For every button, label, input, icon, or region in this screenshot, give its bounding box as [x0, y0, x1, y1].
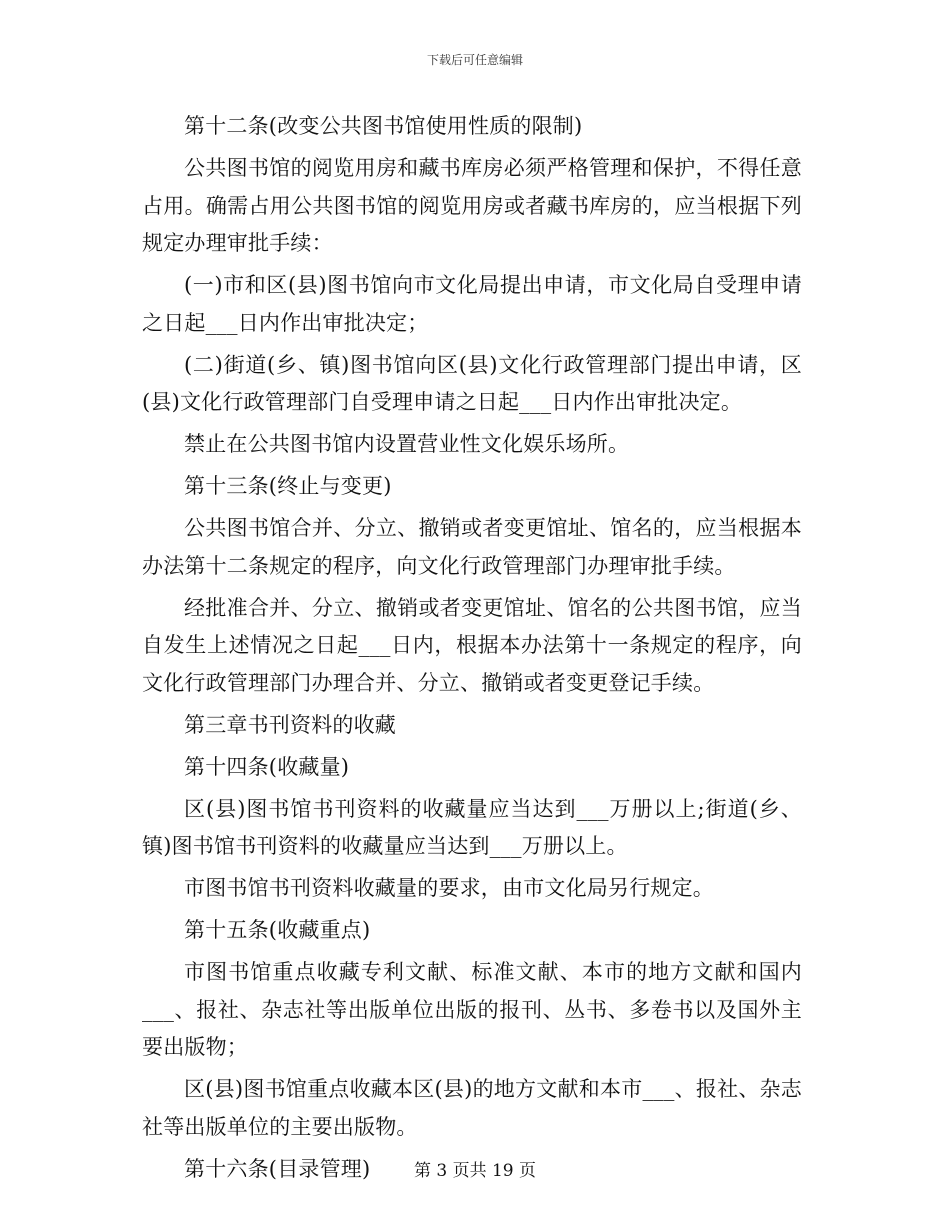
- list-item: (二)街道(乡、镇)图书馆向区(县)文化行政管理部门提出申请，区(县)文化行政管理部门自受理申请之日起___日内作出审批决定。: [142, 352, 802, 414]
- list-item: (一)市和区(县)图书馆向市文化局提出申请，市文化局自受理申请之日起___日内作出审批决定；: [142, 273, 802, 335]
- paragraph: 区(县)图书馆重点收藏本区(县)的地方文献和本市___、报社、杂志社等出版单位的主要出版物。: [142, 1077, 802, 1139]
- paragraph: 公共图书馆的阅览用房和藏书库房必须严格管理和保护，不得任意占用。确需占用公共图书馆的阅览用房或者藏书库房的，应当根据下列规定办理审批手续：: [142, 156, 802, 255]
- page-header-note: 下载后可任意编辑: [426, 53, 523, 67]
- article-13-heading: 第十三条(终止与变更): [184, 474, 392, 498]
- article-14-heading: 第十四条(收藏量): [184, 754, 350, 779]
- paragraph: 经批准合并、分立、撤销或者变更馆址、馆名的公共图书馆，应当自发生上述情况之日起___日内，根据本办法第十一条规定的程序，向文化行政管理部门办理合并、分立、撤销或者变更登记手续。: [142, 595, 802, 695]
- document-body: [142, 108, 802, 1193]
- article-15-heading: 第十五条(收藏重点): [184, 918, 371, 942]
- paragraph: 公共图书馆合并、分立、撤销或者变更馆址、馆名的，应当根据本办法第十二条规定的程序，向文化行政管理部门办理审批手续。: [142, 516, 802, 578]
- article-16-heading: 第十六条(目录管理): [184, 1156, 371, 1181]
- paragraph: 市图书馆书刊资料收藏量的要求，由市文化局另行规定。: [184, 876, 714, 900]
- paragraph: 禁止在公共图书馆内设置营业性文化娱乐场所。: [184, 432, 630, 456]
- page-number-footer: 第 3 页共 19 页: [413, 1161, 537, 1181]
- chapter-3-heading: 第三章书刊资料的收藏: [184, 712, 396, 737]
- paragraph: 市图书馆重点收藏专利文献、标准文献、本市的地方文献和国内___、报社、杂志社等出版单位出版的报刊、丛书、多卷书以及国外主要出版物；: [142, 960, 802, 1059]
- paragraph: 区(县)图书馆书刊资料的收藏量应当达到___万册以上;街道(乡、镇)图书馆书刊资料的收藏量应当达到___万册以上。: [142, 796, 802, 858]
- article-12-heading: 第十二条(改变公共图书馆使用性质的限制): [184, 114, 583, 138]
